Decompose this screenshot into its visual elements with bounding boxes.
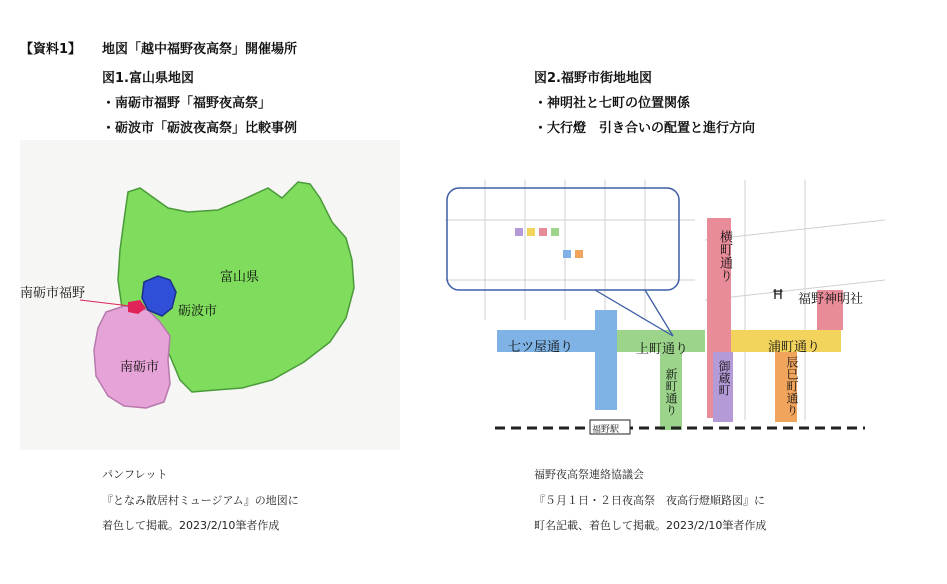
label-toyama: 富山県 — [220, 270, 260, 285]
label-station: 福野駅 — [592, 425, 620, 435]
fig2-bullet-2: ・大行燈 引き合いの配置と進行方向 — [534, 121, 756, 136]
label-kamimachi-dori: 上町通り — [636, 342, 689, 357]
label-tatsumi-dori: 辰巳町通り — [785, 356, 799, 416]
fig2-caption-3: 町名記載、着色して掲載。2023/2/10筆者作成 — [534, 519, 767, 532]
label-nanto: 南砺市 — [120, 360, 160, 375]
label-uramachi-dori: 浦町通り — [768, 340, 821, 355]
label-nanto-fukuno: 南砺市福野 — [20, 286, 86, 301]
fig2-bullet-1: ・神明社と七町の位置関係 — [534, 96, 691, 111]
fig1-caption-3: 着色して掲載。2023/2/10筆者作成 — [102, 519, 280, 532]
fig2-caption-1: 福野夜高祭連絡協議会 — [534, 468, 644, 481]
label-shinmachi-dori: 新町通り — [664, 368, 678, 416]
label-fukuno-shinmeisha: 福野神明社 — [798, 292, 864, 307]
page-title: 地図「越中福野夜高祭」開催場所 — [102, 42, 298, 57]
fig1-bullet-2: ・砺波市「砺波夜高祭」比較事例 — [102, 121, 298, 136]
label-okura-machi: 御蔵町 — [717, 360, 731, 396]
fig1-title: 図1.富山県地図 — [102, 71, 194, 86]
label-nanatsuya-dori: 七ツ屋通り — [508, 340, 574, 355]
label-yoko-dori: 横町通り — [717, 230, 732, 282]
label-tonami: 砺波市 — [178, 304, 218, 319]
fig2-title: 図2.福野市街地地図 — [534, 71, 652, 86]
material-label: 【資料1】 — [20, 42, 82, 57]
fig2-caption-2: 『５月１日・２日夜高祭 夜高行燈順路図』に — [534, 494, 765, 507]
road-kamimachi-blue — [595, 310, 617, 410]
fig1-bullet-1: ・南砺市福野「福野夜高祭」 — [102, 96, 272, 111]
fukuno-town-map — [445, 180, 885, 460]
fig1-caption-1: パンフレット — [102, 468, 168, 481]
label-shrine-mark: Ħ — [772, 288, 784, 303]
fig1-caption-2: 『となみ散居村ミュージアム』の地図に — [102, 494, 299, 507]
